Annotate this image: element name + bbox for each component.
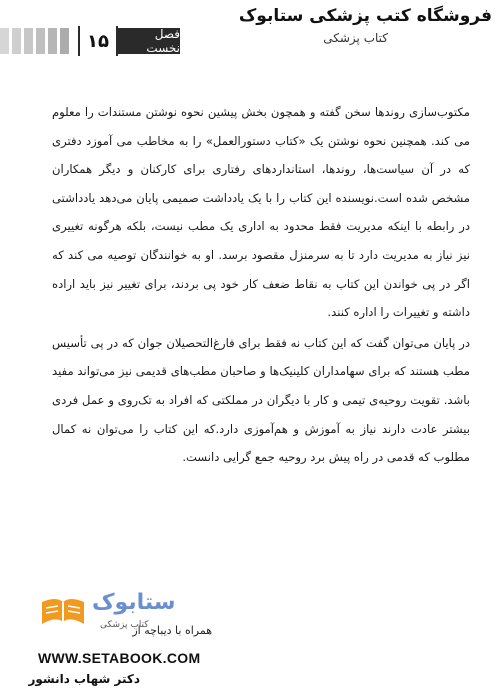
store-banner: فروشگاه کتب پزشکی ستابوک — [238, 6, 492, 26]
decorative-stripes — [0, 28, 69, 54]
paragraph-1: مکتوب‌سازی روندها سخن گفته و همچون بخش پیشین نحوه نوشتن مستندات را معلوم می کند. همچنین نحوه نوشتن یک «کتاب دستورالعمل» را به مخاطب می آموزد دفتری که در آن سیاست‌ها، روندها، استانداردهای رفتاری برای کارکنان و دیگر همکاران مشخص شده است.نویسنده این کتاب را با یک یادداشت صمیمی پایان می‌دهد یادداشتی در رابطه با اینکه مدیریت فقط محدود به اداری یک مطب نیست، بلکه هرگونه تغییری نیز نیاز به مدیریت دارد تا به سرمنزل مقصود برسد. او به خوانندگان توصیه می کند که اگر در پی خواندن این کتاب به نقاط ضعف کار خود پی بردند، برای تغییر نیز باید اراده داشته و تغییرات را اداره کنند. — [52, 105, 470, 320]
preface-line: همراه با دیباچه از — [132, 624, 212, 637]
logo-book-icon — [38, 594, 88, 630]
running-head: کتاب پزشکی — [323, 31, 388, 45]
body-text — [52, 98, 470, 472]
page-number: ۱۵ — [78, 26, 118, 56]
logo-tagline: کتاب پزشکی — [100, 620, 149, 630]
chapter-label: فصل نخست — [118, 28, 180, 54]
website-url[interactable]: WWW.SETABOOK.COM — [38, 650, 201, 666]
page-header — [0, 0, 500, 62]
paragraph-2: در پایان می‌توان گفت که این کتاب نه فقط برای فارغ‌التحصیلان جوان که در پی تأسیس مطب هستند که برای سهامداران کلینیک‌ها و صاحبان مطب‌های قدیمی نیز می‌تواند مفید باشد. تقویت روحیه‌ی تیمی و کار با دیگران در مملکتی که افراد به تک‌روی و عمل فردی بیشتر عادت دارند نیاز به آموزش و هم‌آموزی دارد.که این کتاب را می‌توان نه کمال مطلوب که قدمی در راه پیش برد روحیه جمع گرایی دانست. — [52, 335, 470, 465]
author-name: دکتر شهاب دانشور — [28, 672, 140, 686]
logo-wordmark: ستابوک — [92, 590, 176, 615]
